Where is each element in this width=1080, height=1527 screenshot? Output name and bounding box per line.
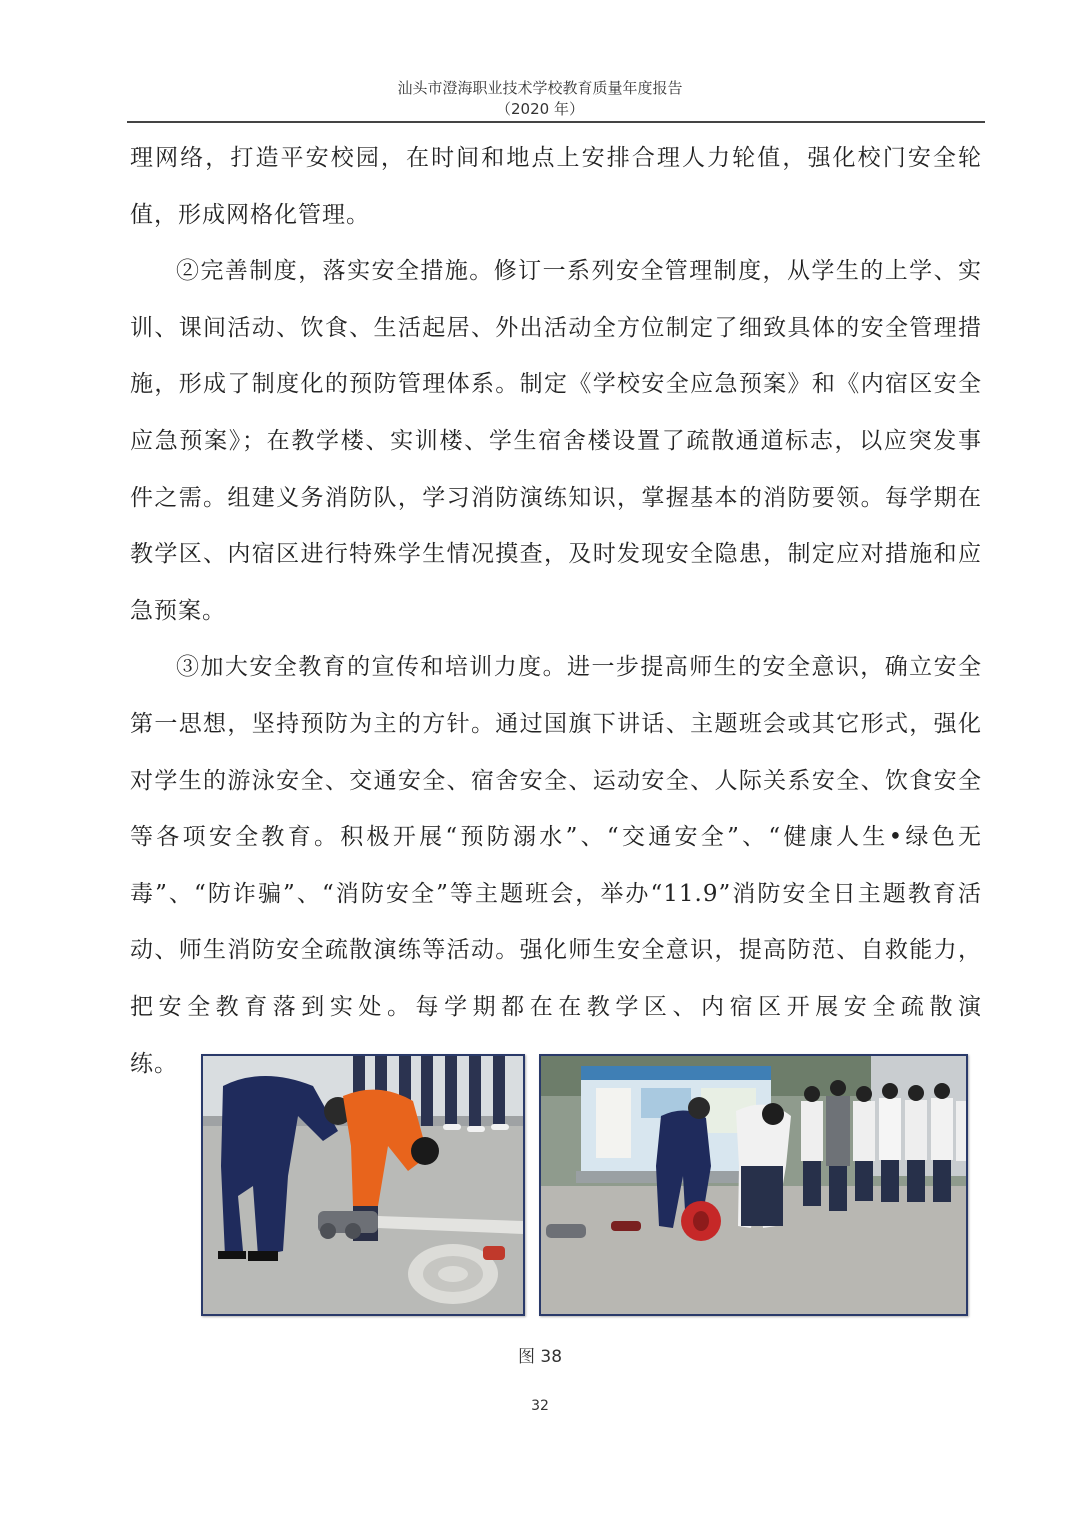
header-divider xyxy=(127,121,985,123)
page-number: 32 xyxy=(531,1398,549,1414)
paragraph-1: 理网络，打造平安校园，在时间和地点上安排合理人力轮值，强化校门安全轮值，形成网格化管理。 xyxy=(130,145,982,228)
paragraph-3: ③加大安全教育的宣传和培训力度。进一步提高师生的安全意识，确立安全第一思想，坚持预防为主的方针。通过国旗下讲话、主题班会或其它形式，强化对学生的游泳安全、交通安全、宿舍安全、运动安全、人际关系安全、饮食安全等各项安全教育。积极开展“预防溺水”、“交通安全”、“健康人生•绿色无毒”、“防诈骗”、“消防安全”等主题班会，举办“11.9”消防安全日主题教育活动、师生消防安全疏散演练等活动。强化师生安全意识，提高防范、自救能力，把安全教育落到实处。每学期都在在教学区、内宿区开展安全疏散演 xyxy=(130,654,982,1020)
report-year: （2020 年） xyxy=(496,100,584,118)
body-text xyxy=(130,130,982,1036)
figure-caption: 图 38 xyxy=(517,1347,563,1367)
report-header xyxy=(0,78,1080,120)
paragraph-3-tail: 练。 xyxy=(130,1051,178,1077)
photo-hose-drill-students xyxy=(539,1054,968,1316)
report-title: 汕头市澄海职业技术学校教育质量年度报告 xyxy=(397,79,683,97)
paragraph-2: ②完善制度，落实安全措施。修订一系列安全管理制度，从学生的上学、实训、课间活动、饮食、生活起居、外出活动全方位制定了细致具体的安全管理措施，形成了制度化的预防管理体系。制定《学校安全应急预案》和《内宿区安全应急预案》；在教学楼、实训楼、学生宿舍楼设置了疏散通道标志，以应突发事件之需。组建义务消防队，学习消防演练知识，掌握基本的消防要领。每学期在教学区、内宿区进行特殊学生情况摸查，及时发现安全隐患，制定应对措施和应急预案。 xyxy=(130,258,982,624)
photo-hose-drill-closeup xyxy=(201,1054,525,1316)
